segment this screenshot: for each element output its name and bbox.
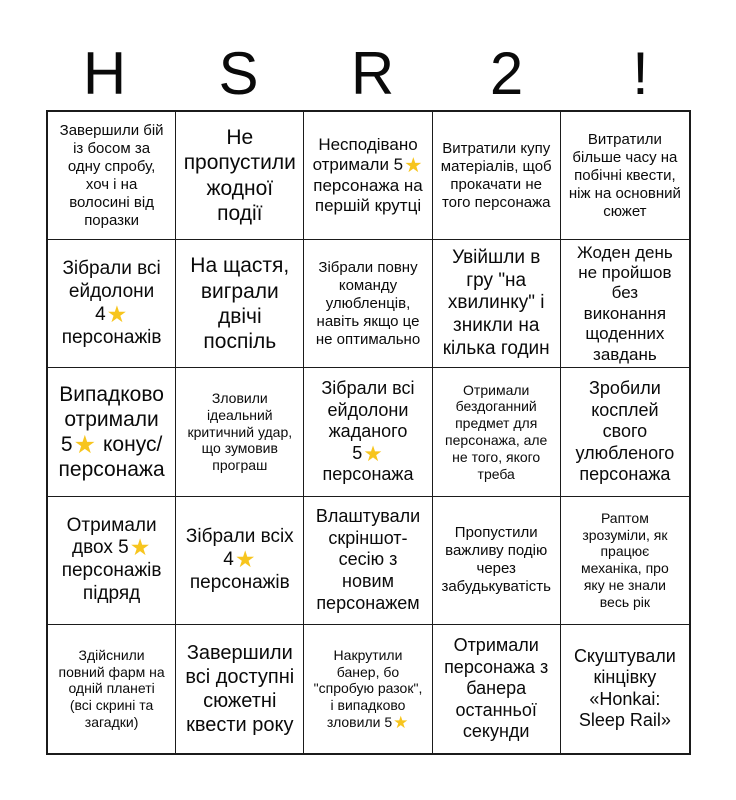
bingo-cell-text: Здійснили повний фарм на одній планеті (всі скрині та загадки) (58, 646, 165, 731)
bingo-cell-text: Отримали бездоганний предмет для персонажа, але не того, якого треба (445, 381, 548, 482)
bingo-cell (561, 625, 689, 753)
bingo-cell (48, 625, 176, 753)
bingo-cell (433, 497, 561, 625)
bingo-cell (48, 240, 176, 368)
bingo-cell (433, 368, 561, 496)
bingo-cell-text: Жоден день не пройшов без виконання щоденних завдань (577, 242, 673, 364)
bingo-cell (48, 497, 176, 625)
bingo-cell (176, 625, 304, 753)
bingo-cell (176, 368, 304, 496)
title-letter-exclamation: ! (632, 40, 649, 107)
bingo-cell-text: Випадково отримали 5★ конус/персонажа (58, 382, 165, 482)
bingo-cell (176, 497, 304, 625)
bingo-cell-text: Отримали персонажа з банера останньої секунди (444, 634, 549, 742)
bingo-cell-text: Несподівано отримали 5★ персонажа на першій крутці (312, 134, 423, 215)
bingo-cell-text: Витратили більше часу на побічні квести, ніж на основний сюжет (568, 130, 681, 220)
bingo-cell-text: Раптом зрозуміли, як працює механіка, про яку не знали весь рік (581, 509, 669, 610)
bingo-grid (46, 110, 691, 755)
bingo-cell (304, 112, 432, 240)
bingo-cell (433, 240, 561, 368)
bingo-cell-text: Завершили бій із босом за одну спробу, хоч і на волосині від поразки (59, 121, 164, 229)
bingo-cell-text: Скуштували кінцівку «Honkai: Sleep Rail» (573, 645, 676, 731)
bingo-cell-text: Зробили косплей свого улюбленого персонажа (575, 378, 675, 485)
bingo-cell (304, 625, 432, 753)
title-letter-s: S (218, 40, 259, 107)
bingo-cell-text: Пропустили важливу подію через забудькуватість (441, 524, 551, 596)
star-icon: ★ (234, 545, 256, 572)
bingo-cell (433, 112, 561, 240)
star-icon: ★ (393, 713, 409, 733)
bingo-cell (176, 240, 304, 368)
card-title (0, 0, 736, 110)
bingo-cell-text: Увійшли в гру "на хвилинку" і зникли на кілька годин (442, 246, 550, 359)
bingo-cell-text: Не пропустили жодної події (183, 126, 296, 225)
title-letter-2: 2 (489, 40, 524, 107)
bingo-cell-text: Зібрали повну команду улюбленців, навіть якщо це не оптимально (315, 258, 421, 348)
star-icon: ★ (106, 300, 128, 327)
bingo-cell-text: Зібрали всі ейдолони 4★ персонажів (61, 258, 162, 348)
bingo-cell-text: Витратили купу матеріалів, щоб прокачати не того персонажа (440, 139, 552, 211)
title-letter-h: H (82, 40, 127, 107)
star-icon: ★ (363, 440, 383, 466)
bingo-cell-text: Влаштували скріншот-сесію з новим персонажем (315, 506, 421, 613)
bingo-cell-text: Завершили всі доступні сюжетні квести року (185, 641, 295, 736)
bingo-cell (48, 368, 176, 496)
bingo-cell (176, 112, 304, 240)
bingo-cell (561, 368, 689, 496)
bingo-cell (304, 497, 432, 625)
bingo-cell (48, 112, 176, 240)
bingo-cell (304, 240, 432, 368)
bingo-cell (561, 112, 689, 240)
bingo-cell-text: Зібрали всіх 4★ персонажів (185, 526, 294, 593)
bingo-cell-text: На щастя, виграли двічі поспіль (190, 254, 290, 353)
bingo-cell-text: Зловили ідеальний критичний удар, що зумовив програш (187, 390, 293, 474)
bingo-cell-text: Накрутили банер, бо "спробую разок", і випадково зловили 5★ (313, 646, 423, 733)
star-icon: ★ (404, 154, 423, 177)
title-letter-r: R (350, 40, 395, 107)
bingo-cell (304, 368, 432, 496)
bingo-cell (433, 625, 561, 753)
star-icon: ★ (129, 534, 151, 561)
bingo-cell-text: Зібрали всі ейдолони жаданого 5★ персонажа (321, 378, 415, 485)
bingo-cell (561, 497, 689, 625)
bingo-cell-text: Отримали двох 5★ персонажів підряд (61, 514, 162, 604)
star-icon: ★ (73, 431, 97, 459)
bingo-cell (561, 240, 689, 368)
